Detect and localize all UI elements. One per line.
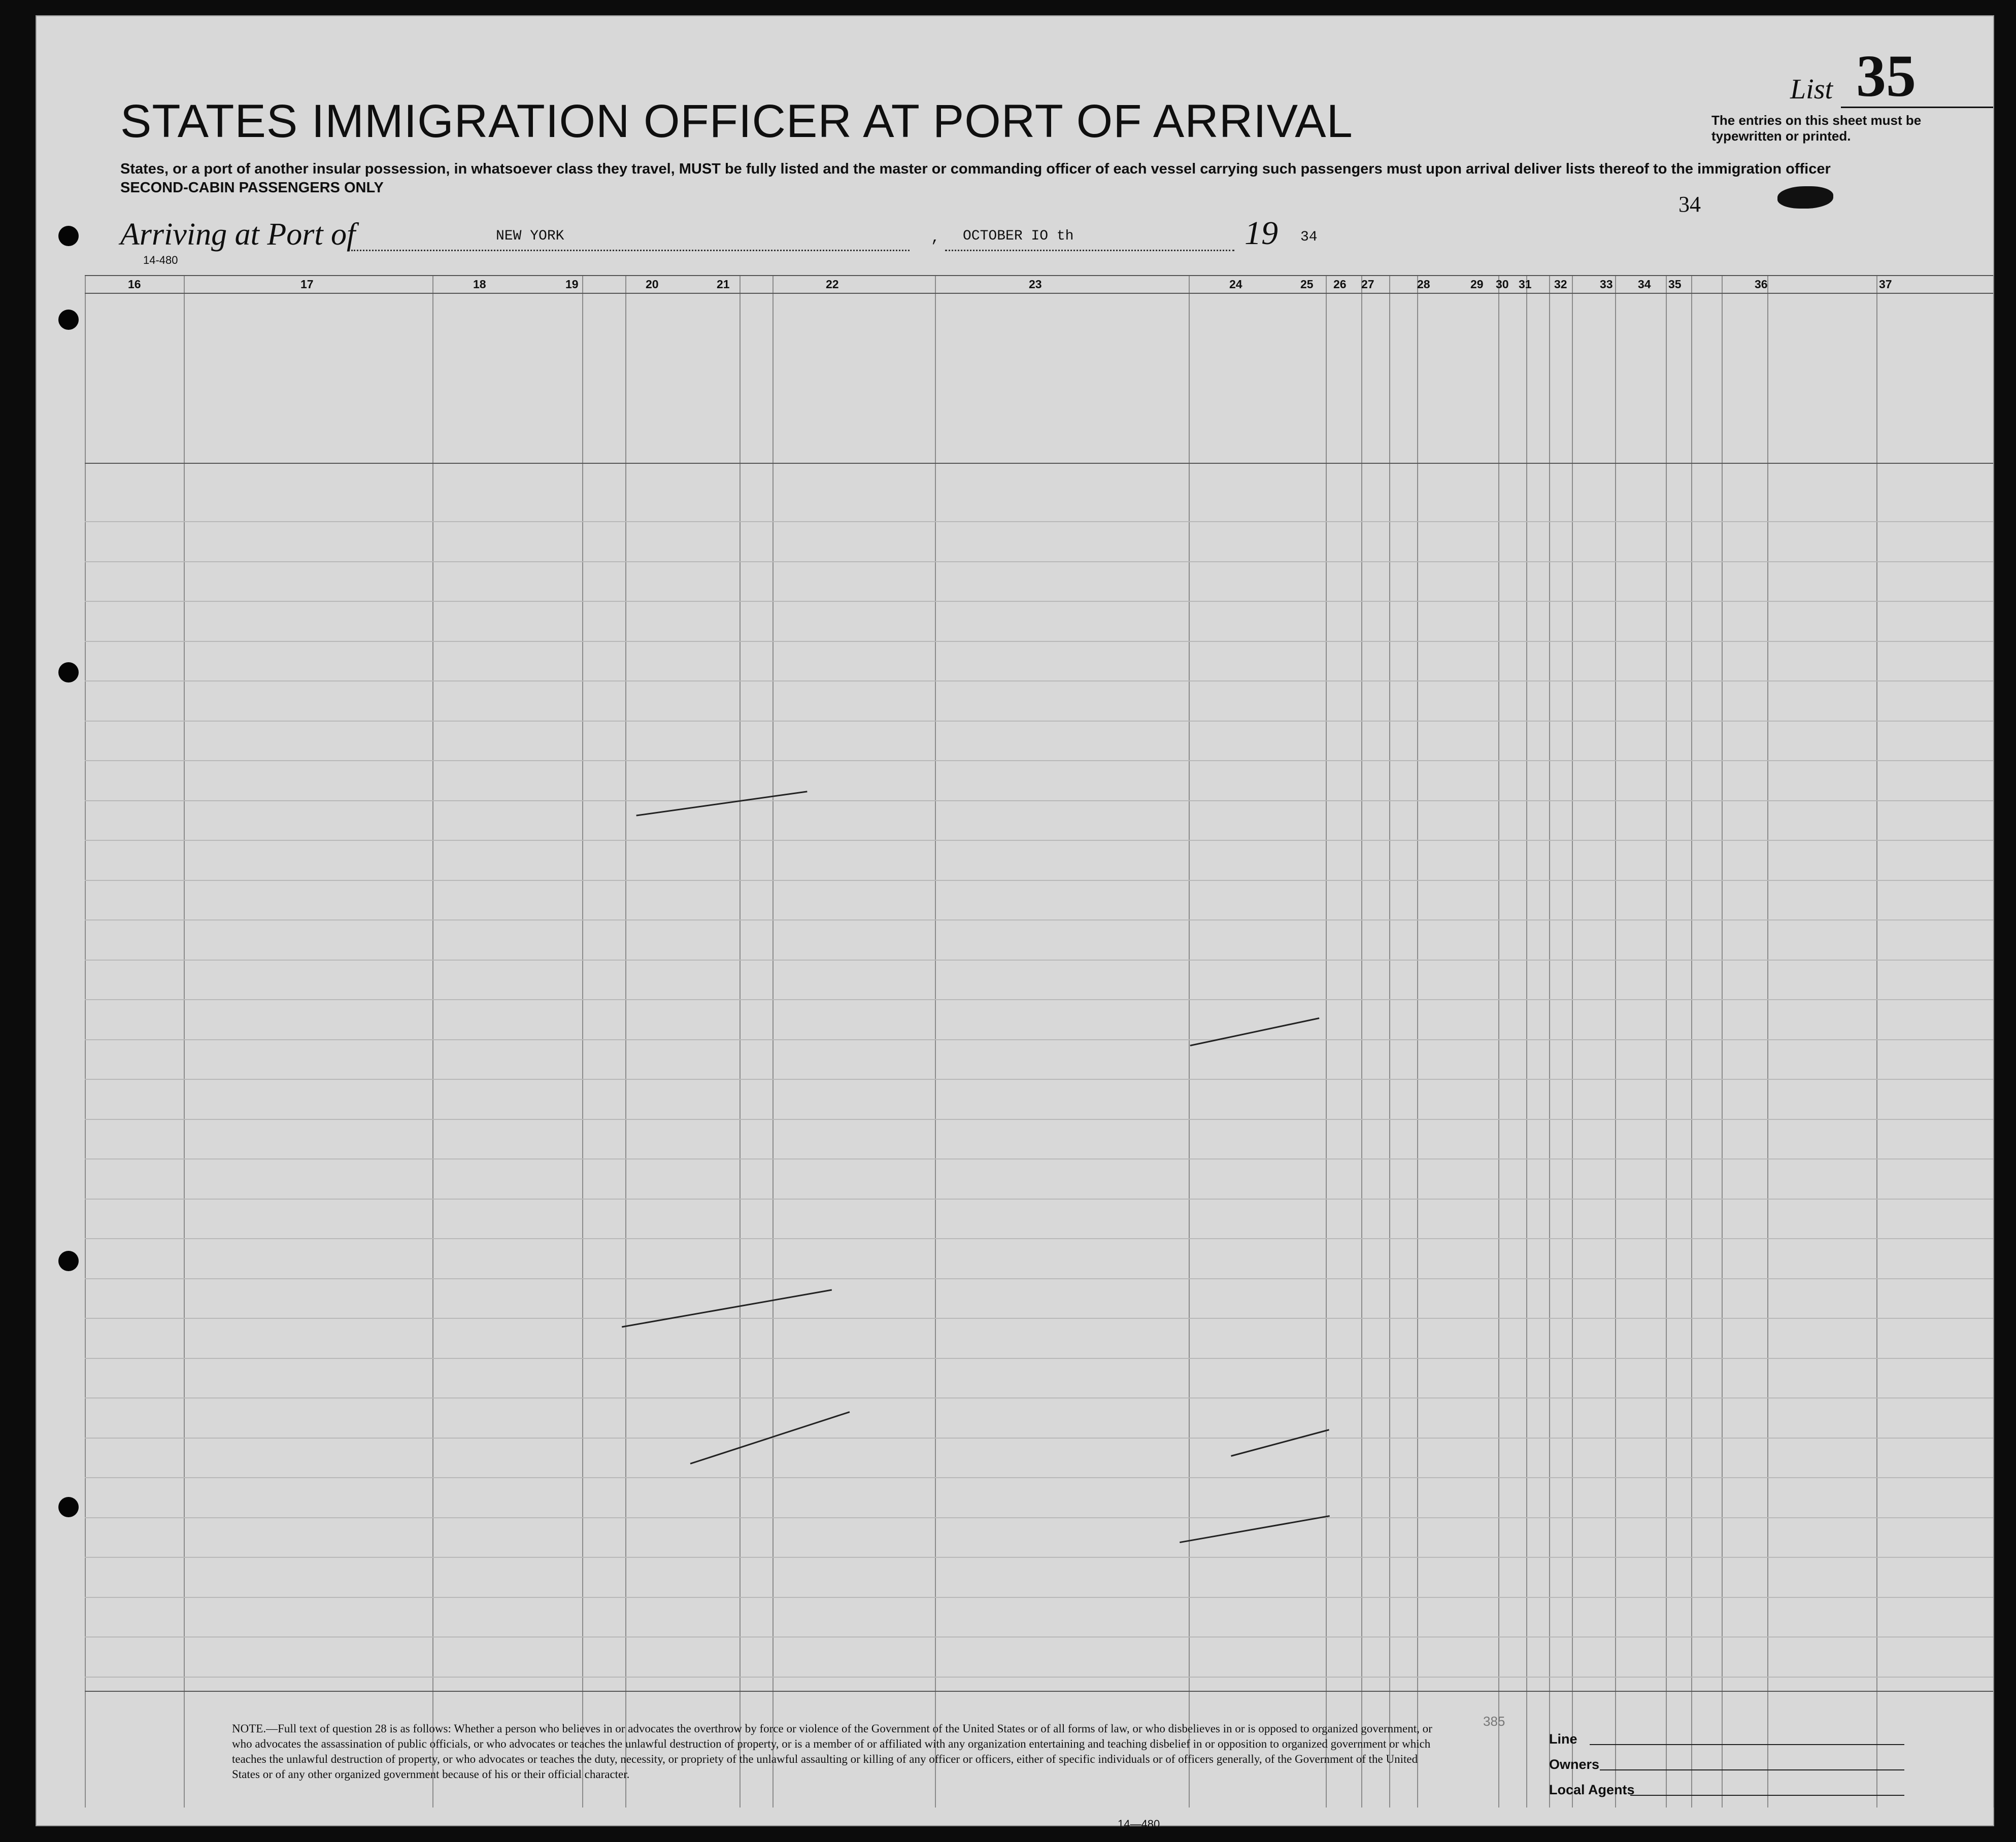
row-rule [85, 1677, 1993, 1678]
column-number: 24 [1229, 278, 1242, 291]
footer-form-code: 14—480 [1118, 1818, 1160, 1830]
row-rule [85, 1039, 1993, 1040]
column-number: 29 [1470, 278, 1484, 291]
column-rule [625, 275, 626, 1807]
column-rule [1691, 275, 1692, 1807]
row-rule [85, 1238, 1993, 1239]
owners-label: Owners [1549, 1757, 1600, 1772]
form-code: 14-480 [143, 254, 178, 266]
row-rule [85, 1517, 1993, 1518]
column-rule [1361, 275, 1362, 1807]
pencil-mark: 385 [1483, 1714, 1505, 1729]
owners-rule [1600, 1769, 1904, 1770]
column-rule [1666, 275, 1667, 1807]
column-number: 35 [1668, 278, 1682, 291]
row-rule [85, 919, 1993, 920]
column-rule [1189, 275, 1190, 1807]
column-number: 34 [1638, 278, 1651, 291]
column-number: 36 [1755, 278, 1768, 291]
agents-rule [1630, 1795, 1904, 1796]
arriving-label: Arriving at Port of [120, 217, 356, 252]
row-rule [85, 1477, 1993, 1478]
port-rule [351, 250, 910, 251]
row-rule [85, 1636, 1993, 1638]
row-rule [85, 880, 1993, 881]
pen-stroke [622, 1289, 832, 1328]
page-title: STATES IMMIGRATION OFFICER AT PORT OF ARRIVAL [120, 95, 1353, 147]
row-rule [85, 1358, 1993, 1359]
line-label: Line [1549, 1731, 1577, 1747]
column-number: 20 [646, 278, 659, 291]
column-number: 31 [1519, 278, 1532, 291]
column-rule [1615, 275, 1616, 1807]
column-number: 26 [1333, 278, 1347, 291]
column-number: 25 [1300, 278, 1314, 291]
row-rule [85, 721, 1993, 722]
column-number: 18 [473, 278, 486, 291]
list-label: List [1790, 74, 1833, 105]
column-number: 28 [1417, 278, 1430, 291]
row-rule [85, 960, 1993, 961]
pen-stroke [1180, 1515, 1330, 1543]
pen-stroke [636, 791, 807, 816]
footnote-question-28: NOTE.—Full text of question 28 is as follows: Whether a person who believes in or advocates the overthrow by force or violence of the Government of the United States or of all forms of law, or who disbelieves in or is opposed to organized government, or who advocates the assassination of public officials, or who advocates or teaches the unlawful destruction of property, or is a member of or affiliated with any organization entertaining and teaching disbelief in or opposition to organized government or which teaches the unlawful destruction of property, or who advocates or teaches the duty, necessity, or propriety of the unlawful assaulting or killing of any officer or officers, either of specific individuals or of officers generally, of the Government of the United States or of any other organized government because of his or their official character. [232, 1722, 1432, 1781]
column-rule [85, 275, 86, 1807]
row-rule [85, 1318, 1993, 1319]
header-rule [85, 463, 1993, 464]
year-handwritten: 34 [1678, 192, 1701, 217]
line-rule [1590, 1744, 1904, 1745]
binder-hole [58, 662, 79, 683]
column-number: 37 [1879, 278, 1892, 291]
row-rule [85, 1438, 1993, 1439]
row-rule [85, 999, 1993, 1000]
binder-hole [58, 1251, 79, 1271]
row-rule [85, 1557, 1993, 1558]
arrival-comma: , [931, 229, 940, 247]
column-number: 23 [1029, 278, 1042, 291]
row-rule [85, 1079, 1993, 1080]
column-number: 30 [1496, 278, 1509, 291]
column-number: 32 [1554, 278, 1567, 291]
column-number: 27 [1361, 278, 1374, 291]
column-number: 22 [826, 278, 839, 291]
column-rule [1326, 275, 1327, 1807]
column-rule [582, 275, 583, 1807]
row-rule [85, 680, 1993, 681]
column-rule [1549, 275, 1550, 1807]
column-rule [772, 275, 774, 1807]
binder-hole [58, 1497, 79, 1517]
year-suffix: 34 [1300, 229, 1318, 245]
passenger-class: SECOND-CABIN PASSENGERS ONLY [120, 180, 384, 196]
column-rule [935, 275, 936, 1807]
footer-rule [85, 1691, 1993, 1692]
column-number: 21 [717, 278, 730, 291]
column-number: 19 [565, 278, 579, 291]
column-number: 33 [1600, 278, 1613, 291]
row-rule [85, 1199, 1993, 1200]
column-rule [1526, 275, 1527, 1807]
list-rule [1841, 107, 1993, 108]
column-rule [740, 275, 741, 1807]
row-rule [85, 1119, 1993, 1120]
header-rule [85, 275, 1993, 276]
binder-hole [58, 226, 79, 246]
arrival-date: OCTOBER IO th [963, 228, 1074, 244]
column-rule [1767, 275, 1768, 1807]
row-rule [85, 1158, 1993, 1159]
header-rule [85, 293, 1993, 294]
typewritten-note: The entries on this sheet must be typewritten or printed. [1711, 113, 1922, 144]
column-rule [1417, 275, 1418, 1807]
row-rule [85, 1597, 1993, 1598]
column-number: 16 [128, 278, 141, 291]
column-rule [432, 275, 433, 1807]
column-rule [1572, 275, 1573, 1807]
row-rule [85, 641, 1993, 642]
ink-blot [1777, 186, 1833, 209]
column-rule [1722, 275, 1723, 1807]
column-rule [1498, 275, 1499, 1807]
row-rule [85, 521, 1993, 522]
column-number: 17 [300, 278, 314, 291]
header-subtitle: States, or a port of another insular possession, in whatsoever class they travel, MUST be fully listed and the master or commanding officer of each vessel carrying such passengers must upon arrival deliver lists thereof to the immigration officer [120, 161, 1831, 177]
year-prefix: 19 [1245, 215, 1278, 252]
row-rule [85, 561, 1993, 562]
list-number: 35 [1856, 43, 1916, 109]
column-rule [1993, 275, 1994, 1807]
row-rule [85, 800, 1993, 801]
row-rule [85, 601, 1993, 602]
column-rule [1876, 275, 1877, 1807]
agents-label: Local Agents [1549, 1782, 1635, 1797]
binder-hole [58, 310, 79, 330]
manifest-page [36, 15, 1994, 1830]
port-of-arrival: NEW YORK [496, 228, 564, 244]
column-rule [1389, 275, 1390, 1807]
row-rule [85, 840, 1993, 841]
row-rule [85, 760, 1993, 761]
column-rule [184, 275, 185, 1807]
date-rule [945, 250, 1234, 251]
pen-stroke [1190, 1017, 1320, 1046]
pen-stroke [1231, 1429, 1329, 1457]
row-rule [85, 1397, 1993, 1398]
row-rule [85, 1278, 1993, 1279]
